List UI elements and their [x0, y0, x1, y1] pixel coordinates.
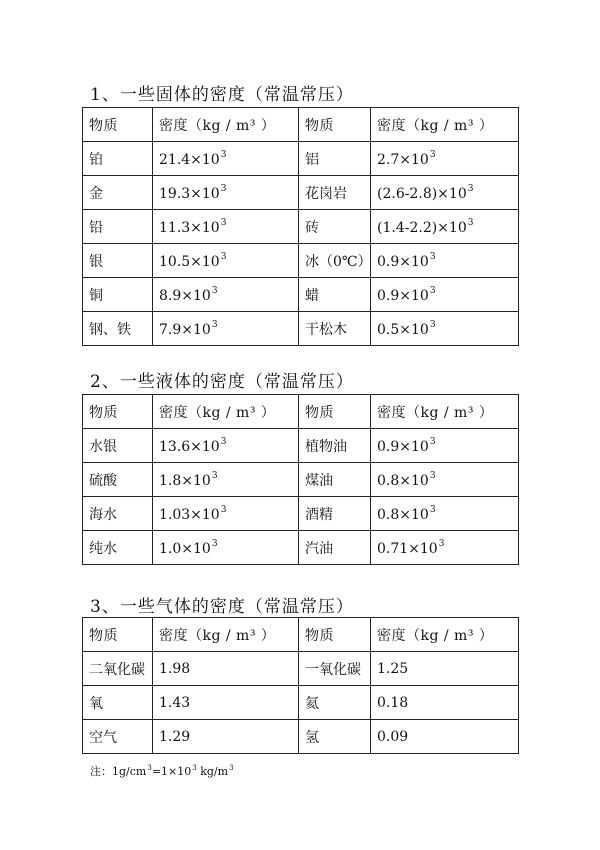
table-row — [83, 686, 519, 720]
note-exp3: 3 — [229, 764, 234, 772]
substance-cell: 硫酸 — [83, 463, 153, 497]
density-cell — [371, 312, 519, 346]
footnote — [90, 763, 234, 779]
note-prefix: 注：1g/cm — [90, 765, 147, 778]
density-value: (2.6-2.8)×10 — [377, 185, 467, 202]
density-exponent: 3 — [211, 285, 218, 296]
density-value: 0.9×10 — [377, 438, 429, 455]
density-value: 8.9×10 — [159, 287, 211, 304]
density-cell — [153, 210, 299, 244]
liquids-table — [82, 394, 519, 565]
density-value: 1.03×10 — [159, 506, 220, 523]
substance-cell: 钢、铁 — [83, 312, 153, 346]
substance-cell: 汽油 — [299, 531, 371, 565]
table-row — [83, 720, 519, 754]
density-exponent: 3 — [429, 149, 436, 160]
density-value: 1.43 — [159, 694, 191, 711]
density-value: (1.4-2.2)×10 — [377, 219, 467, 236]
density-cell — [371, 210, 519, 244]
header-cell: 物质 — [83, 395, 153, 429]
density-cell — [153, 278, 299, 312]
substance-cell: 氧 — [83, 686, 153, 720]
substance-cell: 铜 — [83, 278, 153, 312]
table-row — [83, 312, 519, 346]
header-cell: 密度（kg / m³ ） — [371, 618, 519, 652]
header-cell: 物质 — [83, 108, 153, 142]
density-cell — [371, 429, 519, 463]
density-value: 21.4×10 — [159, 151, 220, 168]
density-exponent: 3 — [220, 149, 227, 160]
density-cell — [371, 142, 519, 176]
substance-cell: 二氧化碳 — [83, 652, 153, 686]
density-cell — [371, 497, 519, 531]
density-value: 1.98 — [159, 660, 191, 677]
density-cell — [153, 497, 299, 531]
header-cell: 密度（kg / m³ ） — [371, 108, 519, 142]
density-cell — [153, 686, 299, 720]
substance-cell: 纯水 — [83, 531, 153, 565]
substance-cell: 金 — [83, 176, 153, 210]
table-row — [83, 210, 519, 244]
header-cell: 物质 — [299, 395, 371, 429]
table-row — [83, 244, 519, 278]
density-exponent: 3 — [429, 251, 436, 262]
density-exponent: 3 — [211, 470, 218, 481]
density-value: 13.6×10 — [159, 438, 220, 455]
density-exponent: 3 — [467, 217, 474, 228]
density-cell — [153, 429, 299, 463]
density-value: 0.5×10 — [377, 321, 429, 338]
density-cell — [153, 142, 299, 176]
substance-cell: 铝 — [299, 142, 371, 176]
density-cell — [153, 652, 299, 686]
gases-table — [82, 617, 519, 754]
gases-title: 3、一些气体的密度（常温常压） — [90, 597, 354, 617]
substance-cell: 水银 — [83, 429, 153, 463]
note-unit: kg/m — [196, 765, 229, 778]
substance-cell: 海水 — [83, 497, 153, 531]
density-exponent: 3 — [220, 436, 227, 447]
table-row — [83, 463, 519, 497]
note-exp1: 3 — [147, 764, 152, 772]
density-exponent: 3 — [467, 183, 474, 194]
density-exponent: 3 — [438, 538, 445, 549]
header-cell: 密度（kg / m³ ） — [371, 395, 519, 429]
substance-cell: 煤油 — [299, 463, 371, 497]
substance-cell: 干松木 — [299, 312, 371, 346]
table-row — [83, 531, 519, 565]
density-exponent: 3 — [429, 319, 436, 330]
density-cell — [371, 652, 519, 686]
density-cell — [371, 463, 519, 497]
density-value: 2.7×10 — [377, 151, 429, 168]
density-cell — [153, 312, 299, 346]
density-value: 0.9×10 — [377, 253, 429, 270]
substance-cell: 铅 — [83, 210, 153, 244]
solids-table — [82, 107, 519, 346]
header-cell: 密度（kg / m³ ） — [153, 618, 299, 652]
substance-cell: 氢 — [299, 720, 371, 754]
substance-cell: 一氧化碳 — [299, 652, 371, 686]
table-row — [83, 176, 519, 210]
density-value: 0.9×10 — [377, 287, 429, 304]
substance-cell: 砖 — [299, 210, 371, 244]
density-cell — [371, 278, 519, 312]
header-row — [83, 618, 519, 652]
substance-cell: 氦 — [299, 686, 371, 720]
density-exponent: 3 — [429, 285, 436, 296]
liquids-title: 2、一些液体的密度（常温常压） — [90, 372, 354, 392]
header-cell: 密度（kg / m³ ） — [153, 108, 299, 142]
density-cell — [153, 463, 299, 497]
header-cell: 物质 — [299, 618, 371, 652]
density-cell — [371, 531, 519, 565]
density-exponent: 3 — [220, 504, 227, 515]
density-value: 19.3×10 — [159, 185, 220, 202]
substance-cell: 铂 — [83, 142, 153, 176]
header-row — [83, 108, 519, 142]
note-mid: =1×10 — [151, 765, 192, 778]
density-value: 1.0×10 — [159, 540, 211, 557]
density-cell — [371, 176, 519, 210]
substance-cell: 空气 — [83, 720, 153, 754]
density-value: 10.5×10 — [159, 253, 220, 270]
density-exponent: 3 — [211, 538, 218, 549]
density-exponent: 3 — [220, 251, 227, 262]
density-exponent: 3 — [429, 504, 436, 515]
density-exponent: 3 — [211, 319, 218, 330]
substance-cell: 酒精 — [299, 497, 371, 531]
density-value: 1.25 — [377, 660, 409, 677]
header-cell: 物质 — [83, 618, 153, 652]
table-row — [83, 278, 519, 312]
density-cell — [153, 531, 299, 565]
header-row — [83, 395, 519, 429]
density-exponent: 3 — [429, 470, 436, 481]
density-cell — [153, 720, 299, 754]
density-value: 1.8×10 — [159, 472, 211, 489]
density-value: 0.71×10 — [377, 540, 438, 557]
density-value: 1.29 — [159, 728, 191, 745]
density-exponent: 3 — [429, 436, 436, 447]
header-cell: 物质 — [299, 108, 371, 142]
density-value: 0.18 — [377, 694, 409, 711]
density-cell — [153, 176, 299, 210]
density-value: 0.09 — [377, 728, 409, 745]
substance-cell: 花岗岩 — [299, 176, 371, 210]
substance-cell: 银 — [83, 244, 153, 278]
solids-title: 1、一些固体的密度（常温常压） — [90, 85, 354, 105]
table-row — [83, 142, 519, 176]
table-row — [83, 497, 519, 531]
substance-cell: 冰（0℃） — [299, 244, 371, 278]
table-row — [83, 429, 519, 463]
density-cell — [371, 686, 519, 720]
density-value: 0.8×10 — [377, 506, 429, 523]
substance-cell: 植物油 — [299, 429, 371, 463]
density-value: 0.8×10 — [377, 472, 429, 489]
density-cell — [153, 244, 299, 278]
substance-cell: 蜡 — [299, 278, 371, 312]
header-cell: 密度（kg / m³ ） — [153, 395, 299, 429]
density-exponent: 3 — [220, 217, 227, 228]
density-cell — [371, 720, 519, 754]
density-cell — [371, 244, 519, 278]
table-row — [83, 652, 519, 686]
note-exp2: 3 — [192, 764, 197, 772]
density-exponent: 3 — [220, 183, 227, 194]
density-value: 11.3×10 — [159, 219, 220, 236]
density-value: 7.9×10 — [159, 321, 211, 338]
